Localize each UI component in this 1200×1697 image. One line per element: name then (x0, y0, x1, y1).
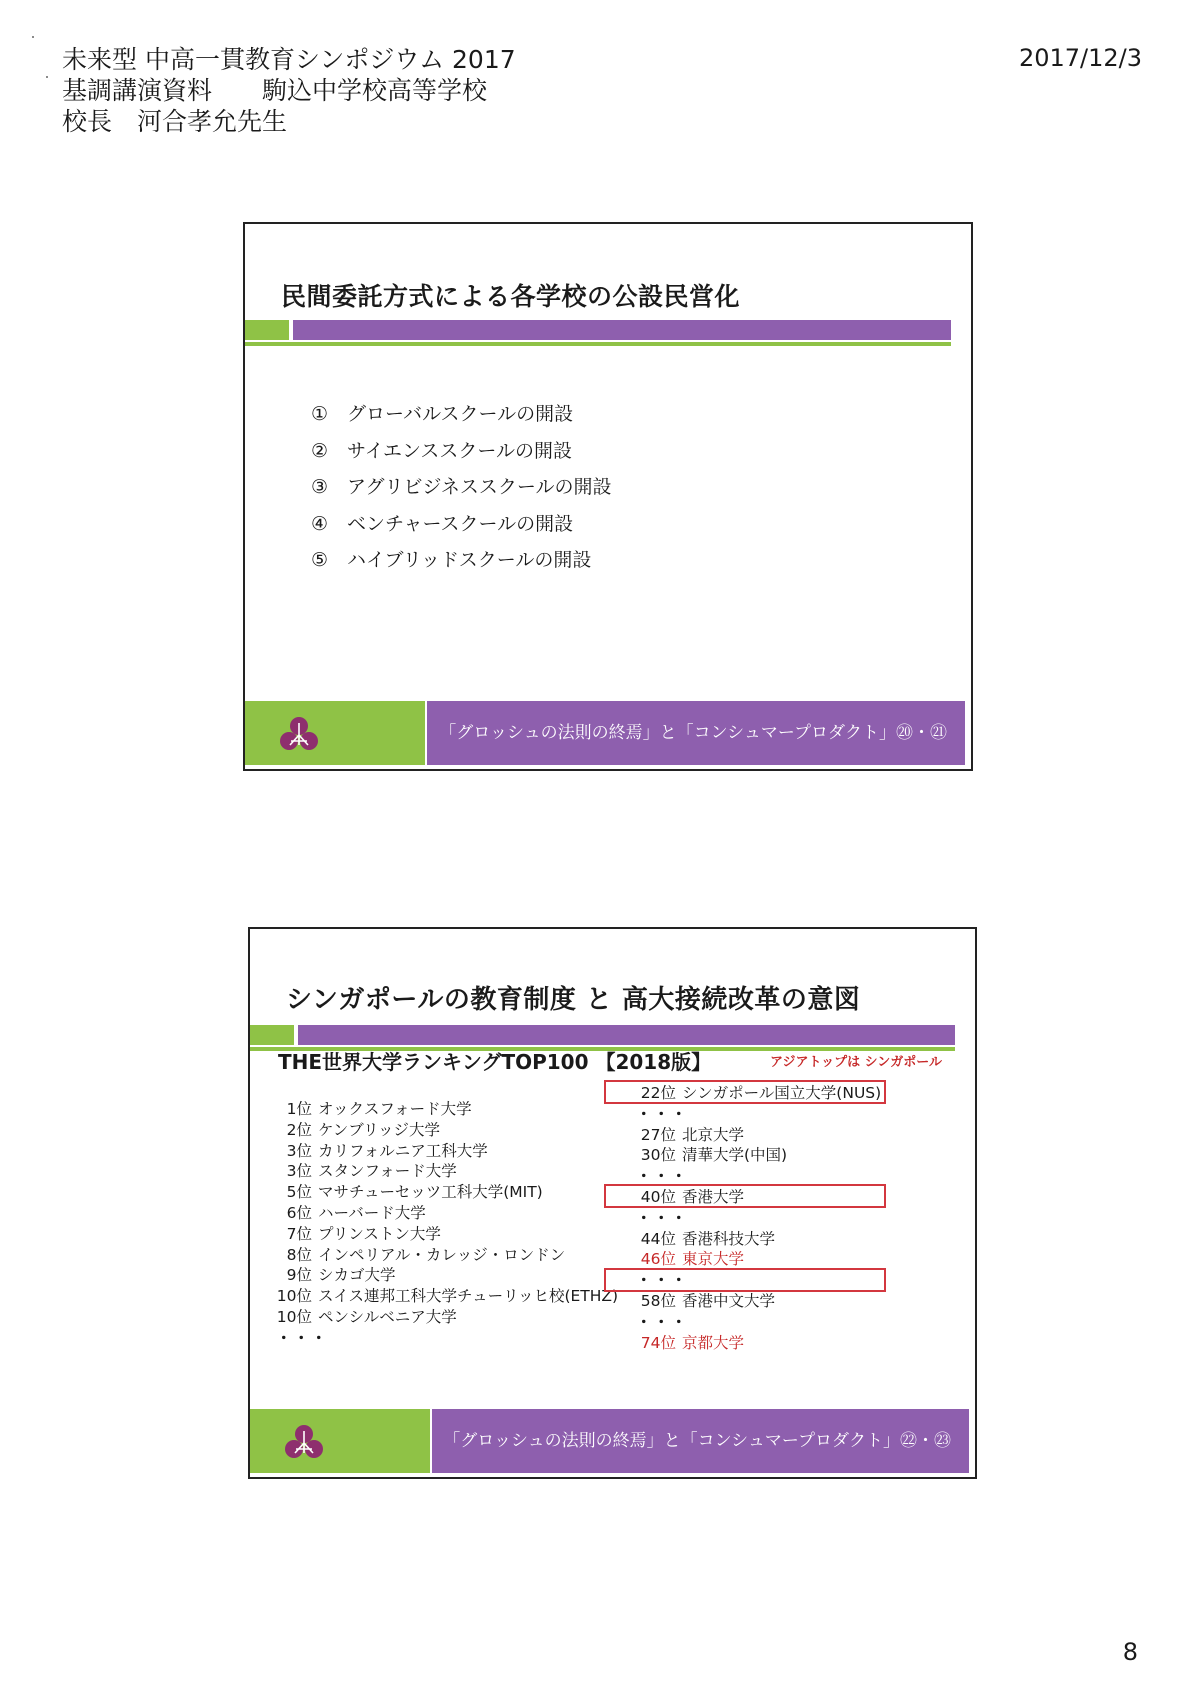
rank: 2位 (286, 1120, 312, 1139)
university-name: シンガポール国立大学(NUS) (682, 1084, 882, 1102)
header-line-school: 基調講演資料 駒込中学校高等学校 (62, 76, 488, 105)
rank: 40位 (640, 1187, 676, 1206)
ranking-row-highlighted (628, 1333, 881, 1354)
ranking-row (268, 1203, 618, 1224)
university-name: 香港科技大学 (682, 1229, 776, 1248)
ranking-row (268, 1141, 618, 1162)
slide-title: シンガポールの教育制度 と 高大接続改革の意図 (286, 985, 861, 1015)
document-date: 2017/12/3 (1018, 44, 1142, 72)
title-bar-purple (298, 1025, 955, 1045)
university-name: シカゴ大学 (318, 1266, 396, 1285)
university-name: 京都大学 (682, 1333, 745, 1352)
agenda-list (311, 396, 612, 579)
university-name: カリフォルニア工科大学 (318, 1141, 488, 1160)
ranking-row (268, 1099, 618, 1120)
university-name: 東京大学 (682, 1250, 745, 1269)
ranking-row (268, 1307, 618, 1328)
rank: 10位 (276, 1287, 312, 1306)
ranking-ellipsis: ・・・ (636, 1104, 689, 1123)
footer-reference: 「グロッシュの法則の終焉」と「コンシュマープロダクト」㉒・㉓ (432, 1409, 969, 1473)
header-line-symposium: 未来型 中高一貫教育シンポジウム 2017 (62, 45, 516, 74)
rank: 3位 (286, 1141, 312, 1160)
title-bar-green (245, 320, 289, 340)
university-name: ハーバード大学 (318, 1203, 426, 1222)
university-name: スイス連邦工科大学チューリッヒ校(ETHZ) (318, 1287, 619, 1306)
title-bar-green (250, 1025, 294, 1045)
ranking-row (268, 1286, 618, 1307)
ranking-ellipsis: ・・・ (636, 1167, 689, 1186)
slide-public-private-schools (243, 222, 973, 771)
title-bar-purple (293, 320, 951, 340)
ranking-row-highlighted (628, 1249, 881, 1270)
slide-singapore-education (248, 927, 977, 1479)
university-name: ケンブリッジ大学 (318, 1120, 440, 1139)
scan-speck (46, 76, 48, 78)
rank: 46位 (640, 1250, 676, 1269)
footer-green-panel (245, 701, 425, 765)
ranking-ellipsis: ・・・ (636, 1312, 689, 1331)
ranking-ellipsis: ・・・ (276, 1328, 329, 1347)
title-underline (245, 342, 951, 346)
university-name: スタンフォード大学 (318, 1162, 457, 1181)
ranking-row (628, 1291, 881, 1312)
page-number: 8 (1122, 1638, 1138, 1666)
header-line-speaker: 校長 河合孝允先生 (62, 107, 288, 136)
ranking-right-column (628, 1083, 881, 1353)
ranking-ellipsis: ・・・ (636, 1208, 689, 1227)
agenda-item: ④ ベンチャースクールの開設 (311, 512, 574, 535)
ranking-row (628, 1229, 881, 1250)
rank: 1位 (286, 1100, 312, 1118)
ranking-row (628, 1145, 881, 1166)
university-name: インペリアル・カレッジ・ロンドン (318, 1245, 566, 1264)
scan-speck (32, 36, 34, 38)
university-name: オックスフォード大学 (318, 1100, 472, 1118)
rank: 10位 (276, 1307, 312, 1326)
rank: 44位 (640, 1229, 676, 1248)
ranking-row (628, 1083, 881, 1104)
ranking-row (268, 1224, 618, 1245)
rank: 58位 (640, 1291, 676, 1310)
footer-green-panel (250, 1409, 430, 1473)
university-name: 香港中文大学 (682, 1291, 776, 1310)
university-name: 北京大学 (682, 1125, 745, 1144)
ranking-ellipsis: ・・・ (636, 1271, 689, 1290)
document-header (62, 44, 516, 137)
ranking-row (628, 1187, 881, 1208)
ranking-heading: THE世界大学ランキングTOP100 【2018版】 (278, 1050, 712, 1074)
agenda-item: ① グローバルスクールの開設 (311, 403, 574, 425)
slide-title: 民間委託方式による各学校の公設民営化 (281, 282, 741, 311)
rank: 27位 (640, 1125, 676, 1144)
rank: 8位 (286, 1245, 312, 1264)
rank: 74位 (640, 1333, 676, 1352)
agenda-item: ② サイエンススクールの開設 (311, 439, 572, 462)
ranking-row (628, 1125, 881, 1146)
rank: 3位 (286, 1162, 312, 1181)
university-name: 清華大学(中国) (682, 1146, 788, 1165)
rank: 6位 (286, 1203, 312, 1222)
school-crest-icon (279, 715, 319, 753)
rank: 30位 (640, 1146, 676, 1165)
ranking-left-column (268, 1099, 618, 1349)
university-name: ペンシルベニア大学 (318, 1307, 457, 1326)
rank: 7位 (286, 1224, 312, 1243)
rank: 22位 (640, 1084, 676, 1102)
ranking-row (268, 1245, 618, 1266)
agenda-item: ③ アグリビジネススクールの開設 (311, 476, 612, 498)
slide-footer (245, 701, 971, 769)
ranking-row (268, 1120, 618, 1141)
agenda-item: ⑤ ハイブリッドスクールの開設 (311, 549, 592, 571)
rank: 9位 (286, 1266, 312, 1285)
university-name: プリンストン大学 (318, 1224, 441, 1243)
university-name: マサチューセッツ工科大学(MIT) (318, 1183, 543, 1202)
university-name: 香港大学 (682, 1187, 745, 1206)
ranking-row (268, 1161, 618, 1182)
slide-footer (250, 1409, 975, 1477)
footer-reference: 「グロッシュの法則の終焉」と「コンシュマープロダクト」⑳・㉑ (427, 701, 965, 765)
rank: 5位 (286, 1183, 312, 1202)
ranking-row (268, 1182, 618, 1203)
school-crest-icon (284, 1423, 324, 1461)
ranking-row (268, 1265, 618, 1286)
asia-top-note: アジアトップは シンガポール (770, 1055, 943, 1070)
